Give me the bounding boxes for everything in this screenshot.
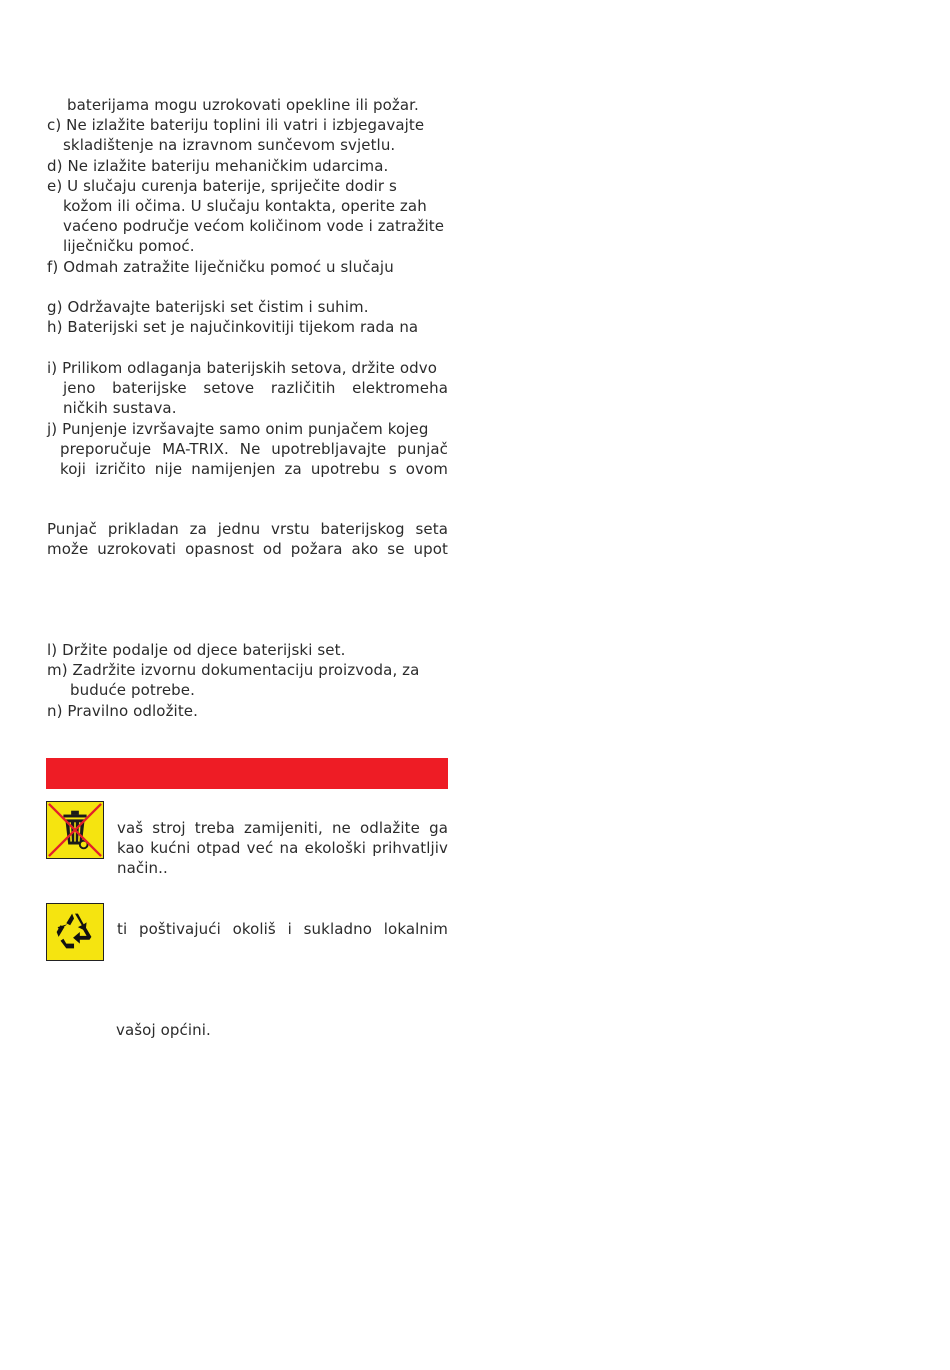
charger-warning-text [47, 519, 448, 559]
text-line: liječničku pomoć. [63, 237, 195, 256]
bin-disposal-text [117, 818, 448, 879]
recycle-icon [46, 903, 104, 961]
text-line: n) Pravilno odložite. [47, 701, 198, 720]
battery-safety-text-1 [47, 95, 448, 277]
text-line: f) Odmah zatražite liječničku pomoć u slučaju [47, 257, 394, 276]
text-line: baterijama mogu uzrokovati opekline ili požar. [67, 96, 419, 114]
text-line: ničkih sustava. [63, 399, 177, 418]
text-line: vaš stroj treba zamijeniti, ne odlažite ga [117, 819, 448, 837]
text-line: c) Ne izlažite bateriju toplini ili vatri i izbjegavajte [47, 116, 425, 135]
text-line: i) Prilikom odlaganja baterijskih setova, držite odvo [47, 359, 437, 377]
text-line: skladištenje na izravnom sunčevom svjetlu. [63, 136, 396, 155]
text-line: kao kućni otpad već na ekološki prihvatljiv [117, 839, 448, 858]
text-line: g) Održavajte baterijski set čistim i suhim. [47, 298, 369, 316]
text-line: j) Punjenje izvršavajte samo onim punjačem kojeg [47, 419, 429, 438]
battery-safety-text-5 [47, 640, 448, 721]
disposal-heading-bar [46, 758, 448, 789]
text-line: koji izričito nije namijenjen za upotrebu s ovom [60, 459, 448, 478]
text-line: preporučuje MA-TRIX. Ne upotrebljavajte punjač [60, 439, 448, 458]
text-line: vašoj općini. [116, 1021, 211, 1039]
text-line: m) Zadržite izvornu dokumentaciju proizvoda, za [47, 661, 420, 680]
text-line: l) Držite podalje od djece baterijski set. [47, 641, 346, 659]
text-line: vaćeno područje većom količinom vode i zatražite [63, 217, 445, 236]
text-line: jeno baterijske setove različitih elektromeha [63, 379, 448, 398]
battery-safety-text-2 [47, 297, 448, 337]
text-line: buduće potrebe. [70, 681, 195, 700]
crossed-out-bin-icon [46, 801, 104, 859]
battery-safety-text-3 [47, 358, 448, 479]
recycle-text [117, 919, 448, 939]
text-line: d) Ne izlažite bateriju mehaničkim udarcima. [47, 156, 389, 175]
text-line: e) U slučaju curenja baterije, spriječite dodir s [47, 176, 397, 195]
text-line: može uzrokovati opasnost od požara ako se upot [47, 540, 448, 559]
text-line: h) Baterijski set je najučinkovitiji tijekom rada na [47, 318, 419, 337]
text-line: ti poštivajući okoliš i sukladno lokalnim [117, 920, 448, 938]
text-line: Punjač prikladan za jednu vrstu baterijskog seta [47, 520, 448, 538]
municipality-text [116, 1020, 447, 1040]
text-line: kožom ili očima. U slučaju kontakta, operite zah [63, 196, 427, 215]
text-line: način.. [117, 859, 168, 878]
